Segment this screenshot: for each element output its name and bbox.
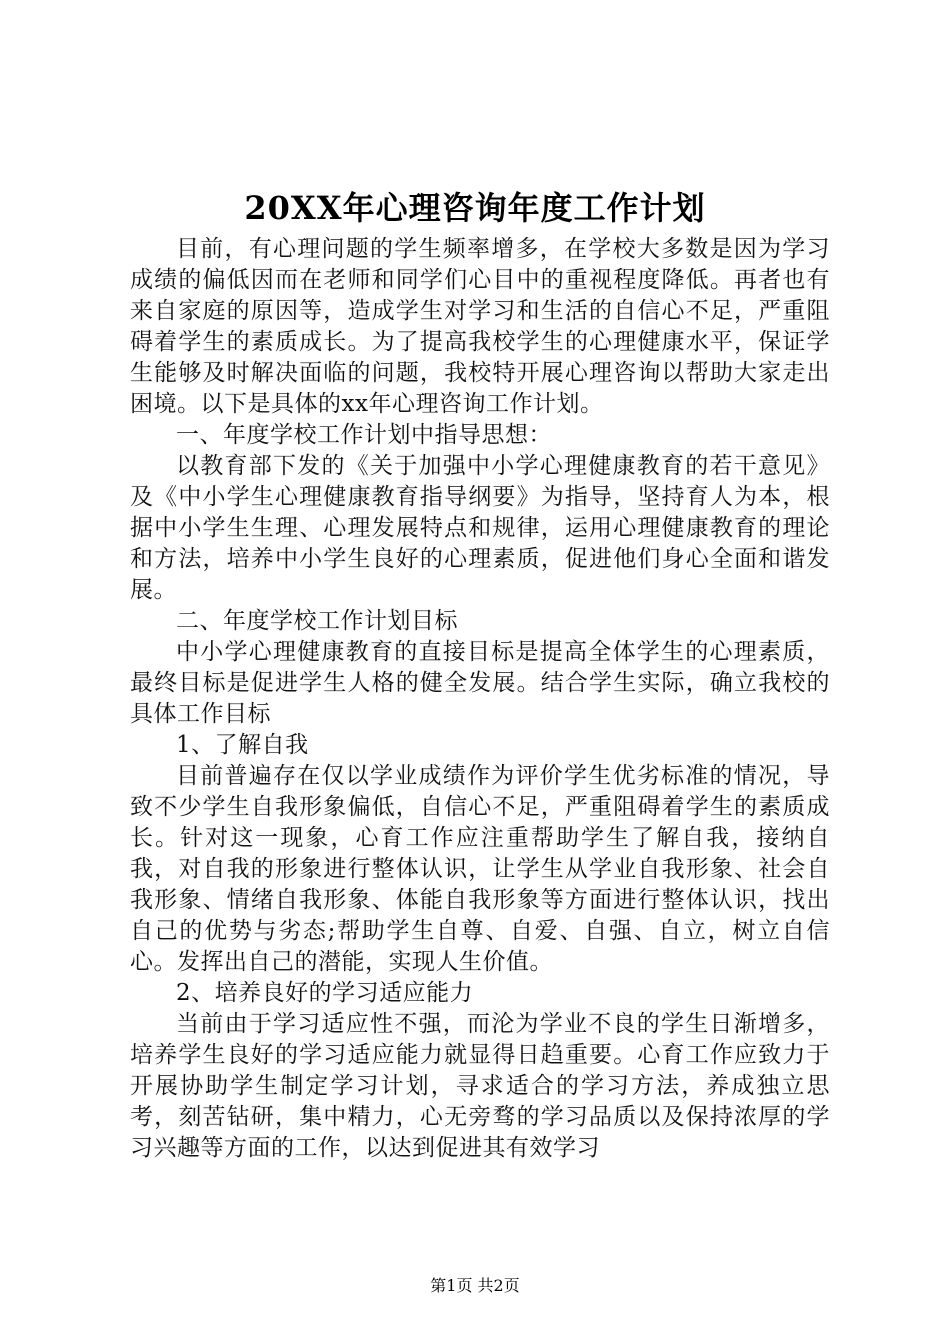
section-heading-goals: 二、年度学校工作计划目标 xyxy=(176,608,458,634)
paragraph-guiding-ideas: 以教育部下发的《关于加强中小学心理健康教育的若干意见》及《中小学生心理健康教育指导纲要》为指导，坚持育人为本，根据中小学生生理、心理发展特点和规律，运用心理健康教育的理论和方法，培养中小学生良好的心理素质，促进他们身心全面和谐发展。 xyxy=(130,453,830,603)
document-title: 20XX年心理咨询年度工作计划 xyxy=(244,189,706,227)
page-footer: 第1页 共2页 xyxy=(430,1276,520,1295)
paragraph-learning-adaptation: 当前由于学习适应性不强，而沦为学业不良的学生日渐增多，培养学生良好的学习适应能力就显得日趋重要。心育工作应致力于开展协助学生制定学习计划，寻求适合的学习方法，养成独立思考，刻苦钻研，集中精力，心无旁骛的学习品质以及保持浓厚的学习兴趣等方面的工作，以达到促进其有效学习 xyxy=(130,1011,830,1161)
paragraph-intro: 目前，有心理问题的学生频率增多，在学校大多数是因为学习成绩的偏低因而在老师和同学们心目中的重视程度降低。再者也有来自家庭的原因等，造成学生对学习和生活的自信心不足，严重阻碍着学生的素质成长。为了提高我校学生的心理健康水平，保证学生能够及时解决面临的问题，我校特开展心理咨询以帮助大家走出困境。以下是具体的xx年心理咨询工作计划。 xyxy=(130,236,830,417)
section-heading-guiding-ideas: 一、年度学校工作计划中指导思想： xyxy=(176,422,552,448)
paragraph-understand-self: 目前普遍存在仅以学业成绩作为评价学生优劣标准的情况，导致不少学生自我形象偏低，自信心不足，严重阻碍着学生的素质成长。针对这一现象，心育工作应注重帮助学生了解自我，接纳自我，对自我的形象进行整体认识，让学生从学业自我形象、社会自我形象、情绪自我形象、体能自我形象等方面进行整体认识，找出自己的优势与劣态;帮助学生自尊、自爱、自强、自立，树立自信心。发挥出自己的潜能，实现人生价值。 xyxy=(130,763,830,975)
document-body xyxy=(130,234,830,1164)
paragraph-goals: 中小学心理健康教育的直接目标是提高全体学生的心理素质，最终目标是促进学生人格的健全发展。结合学生实际，确立我校的具体工作目标 xyxy=(130,639,830,727)
subheading-learning-adaptation: 2、培养良好的学习适应能力 xyxy=(176,980,474,1006)
subheading-understand-self: 1、了解自我 xyxy=(176,732,309,758)
